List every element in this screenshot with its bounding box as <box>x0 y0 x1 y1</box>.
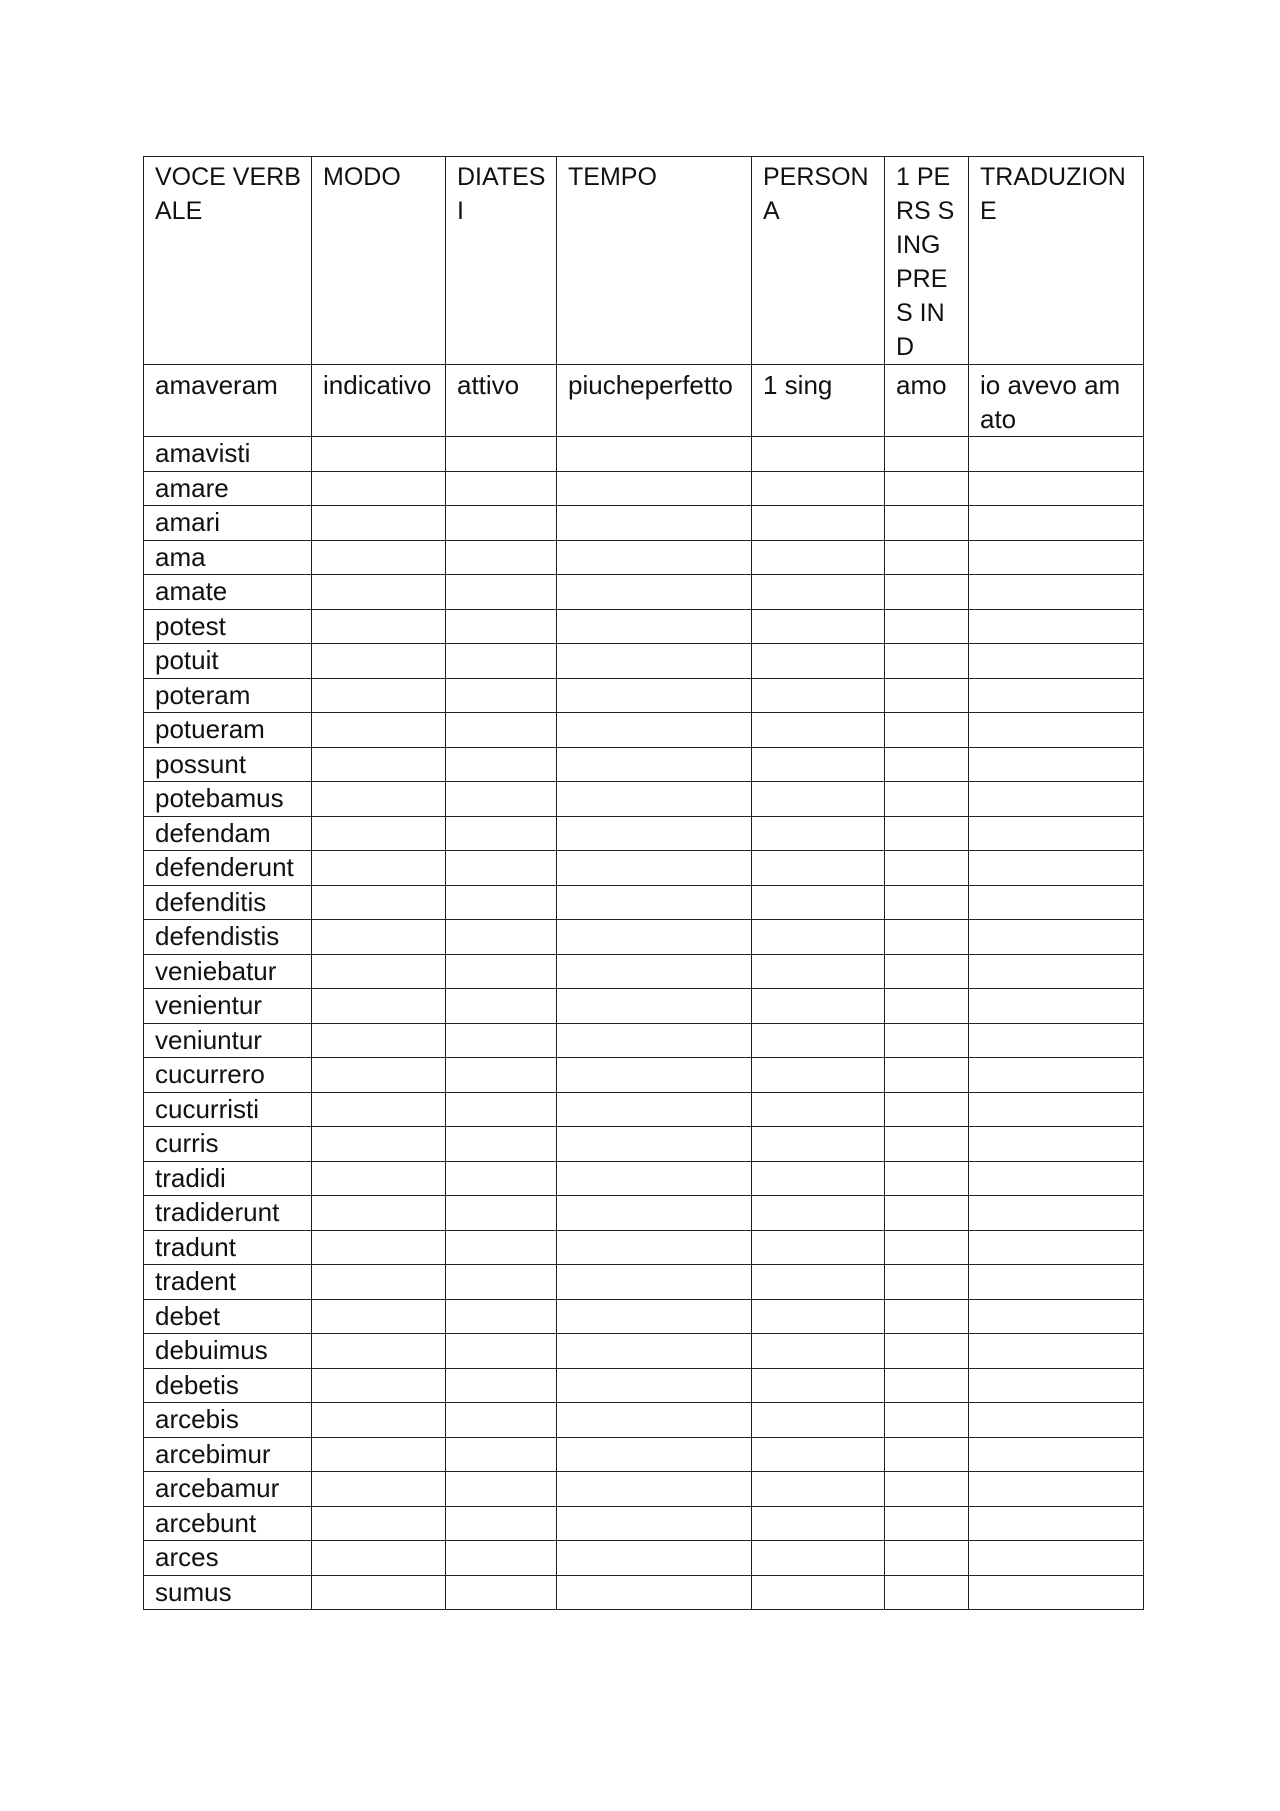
modo-cell[interactable] <box>312 471 446 506</box>
header-presente: 1 PERS SING PRES IND <box>885 157 969 365</box>
tempo-cell[interactable] <box>557 1575 752 1610</box>
diatesi-cell[interactable] <box>446 1299 557 1334</box>
table-row <box>144 782 1144 817</box>
voce-verbale-cell: debuimus <box>144 1334 312 1369</box>
table-row <box>144 1368 1144 1403</box>
persona-cell[interactable] <box>752 540 885 575</box>
table-row <box>144 1127 1144 1162</box>
modo-cell[interactable] <box>312 1368 446 1403</box>
presente-cell[interactable] <box>885 1196 969 1231</box>
modo-cell[interactable] <box>312 1506 446 1541</box>
modo-cell[interactable] <box>312 1299 446 1334</box>
modo-cell[interactable] <box>312 678 446 713</box>
table-row <box>144 1230 1144 1265</box>
presente-cell[interactable] <box>885 1161 969 1196</box>
presente-cell[interactable] <box>885 471 969 506</box>
traduzione-cell[interactable] <box>969 1299 1144 1334</box>
modo-cell[interactable] <box>312 1092 446 1127</box>
modo-cell[interactable] <box>312 1541 446 1576</box>
persona-cell[interactable] <box>752 1334 885 1369</box>
table-row <box>144 471 1144 506</box>
table-row <box>144 437 1144 472</box>
traduzione-cell[interactable] <box>969 1506 1144 1541</box>
diatesi-cell[interactable] <box>446 782 557 817</box>
modo-cell[interactable] <box>312 1472 446 1507</box>
traduzione-cell[interactable] <box>969 816 1144 851</box>
tempo-cell[interactable] <box>557 1265 752 1300</box>
persona-cell[interactable] <box>752 782 885 817</box>
persona-cell[interactable] <box>752 644 885 679</box>
modo-cell[interactable] <box>312 1196 446 1231</box>
traduzione-cell[interactable] <box>969 1230 1144 1265</box>
presente-cell[interactable] <box>885 1023 969 1058</box>
diatesi-cell[interactable] <box>446 1058 557 1093</box>
diatesi-cell[interactable] <box>446 1196 557 1231</box>
persona-cell[interactable] <box>752 713 885 748</box>
persona-cell[interactable] <box>752 885 885 920</box>
diatesi-cell[interactable] <box>446 1403 557 1438</box>
modo-cell[interactable] <box>312 816 446 851</box>
traduzione-cell[interactable] <box>969 1472 1144 1507</box>
table-row <box>144 816 1144 851</box>
persona-cell[interactable] <box>752 954 885 989</box>
diatesi-cell[interactable] <box>446 1368 557 1403</box>
persona-cell[interactable] <box>752 1506 885 1541</box>
table-row <box>144 713 1144 748</box>
traduzione-cell[interactable] <box>969 1265 1144 1300</box>
presente-cell[interactable] <box>885 1437 969 1472</box>
table-row <box>144 1575 1144 1610</box>
modo-cell[interactable] <box>312 1058 446 1093</box>
persona-cell[interactable] <box>752 747 885 782</box>
diatesi-cell[interactable] <box>446 885 557 920</box>
persona-cell[interactable] <box>752 1368 885 1403</box>
persona-cell[interactable] <box>752 678 885 713</box>
example-diatesi: attivo <box>446 365 557 437</box>
voce-verbale-cell: defendistis <box>144 920 312 955</box>
traduzione-cell[interactable] <box>969 1058 1144 1093</box>
presente-cell[interactable] <box>885 1230 969 1265</box>
diatesi-cell[interactable] <box>446 1092 557 1127</box>
persona-cell[interactable] <box>752 1161 885 1196</box>
traduzione-cell[interactable] <box>969 1575 1144 1610</box>
traduzione-cell[interactable] <box>969 506 1144 541</box>
tempo-cell[interactable] <box>557 747 752 782</box>
presente-cell[interactable] <box>885 506 969 541</box>
header-voce-verbale: VOCE VERBALE <box>144 157 312 365</box>
voce-verbale-cell: arcebimur <box>144 1437 312 1472</box>
tempo-cell[interactable] <box>557 989 752 1024</box>
modo-cell[interactable] <box>312 782 446 817</box>
persona-cell[interactable] <box>752 1127 885 1162</box>
voce-verbale-cell: sumus <box>144 1575 312 1610</box>
voce-verbale-cell: amate <box>144 575 312 610</box>
tempo-cell[interactable] <box>557 1092 752 1127</box>
example-presente: amo <box>885 365 969 437</box>
persona-cell[interactable] <box>752 437 885 472</box>
diatesi-cell[interactable] <box>446 506 557 541</box>
tempo-cell[interactable] <box>557 1334 752 1369</box>
modo-cell[interactable] <box>312 644 446 679</box>
presente-cell[interactable] <box>885 713 969 748</box>
table-row <box>144 1334 1144 1369</box>
diatesi-cell[interactable] <box>446 678 557 713</box>
voce-verbale-cell: amare <box>144 471 312 506</box>
persona-cell[interactable] <box>752 1092 885 1127</box>
diatesi-cell[interactable] <box>446 1575 557 1610</box>
persona-cell[interactable] <box>752 1575 885 1610</box>
table-row <box>144 609 1144 644</box>
tempo-cell[interactable] <box>557 644 752 679</box>
tempo-cell[interactable] <box>557 954 752 989</box>
voce-verbale-cell: debetis <box>144 1368 312 1403</box>
presente-cell[interactable] <box>885 609 969 644</box>
table-row <box>144 1058 1144 1093</box>
traduzione-cell[interactable] <box>969 954 1144 989</box>
presente-cell[interactable] <box>885 1058 969 1093</box>
presente-cell[interactable] <box>885 1368 969 1403</box>
voce-verbale-cell: tradiderunt <box>144 1196 312 1231</box>
persona-cell[interactable] <box>752 989 885 1024</box>
diatesi-cell[interactable] <box>446 644 557 679</box>
presente-cell[interactable] <box>885 1127 969 1162</box>
voce-verbale-cell: potuit <box>144 644 312 679</box>
diatesi-cell[interactable] <box>446 1023 557 1058</box>
persona-cell[interactable] <box>752 471 885 506</box>
traduzione-cell[interactable] <box>969 1161 1144 1196</box>
table-row <box>144 1092 1144 1127</box>
example-traduzione: io avevo amato <box>969 365 1144 437</box>
modo-cell[interactable] <box>312 885 446 920</box>
table-row <box>144 747 1144 782</box>
tempo-cell[interactable] <box>557 1058 752 1093</box>
modo-cell[interactable] <box>312 1127 446 1162</box>
header-diatesi: DIATESI <box>446 157 557 365</box>
verb-table <box>143 156 1144 1610</box>
voce-verbale-cell: ama <box>144 540 312 575</box>
table-row <box>144 885 1144 920</box>
tempo-cell[interactable] <box>557 920 752 955</box>
traduzione-cell[interactable] <box>969 1437 1144 1472</box>
table-row <box>144 920 1144 955</box>
table-row <box>144 644 1144 679</box>
traduzione-cell[interactable] <box>969 1092 1144 1127</box>
diatesi-cell[interactable] <box>446 540 557 575</box>
table-row <box>144 851 1144 886</box>
modo-cell[interactable] <box>312 851 446 886</box>
presente-cell[interactable] <box>885 954 969 989</box>
diatesi-cell[interactable] <box>446 471 557 506</box>
traduzione-cell[interactable] <box>969 437 1144 472</box>
diatesi-cell[interactable] <box>446 1472 557 1507</box>
table-row <box>144 1161 1144 1196</box>
tempo-cell[interactable] <box>557 816 752 851</box>
table-row <box>144 1506 1144 1541</box>
voce-verbale-cell: debet <box>144 1299 312 1334</box>
table-row <box>144 1299 1144 1334</box>
modo-cell[interactable] <box>312 1265 446 1300</box>
diatesi-cell[interactable] <box>446 920 557 955</box>
traduzione-cell[interactable] <box>969 1541 1144 1576</box>
table-row <box>144 1403 1144 1438</box>
voce-verbale-cell: amavisti <box>144 437 312 472</box>
modo-cell[interactable] <box>312 989 446 1024</box>
persona-cell[interactable] <box>752 851 885 886</box>
header-tempo: TEMPO <box>557 157 752 365</box>
presente-cell[interactable] <box>885 989 969 1024</box>
voce-verbale-cell: tradidi <box>144 1161 312 1196</box>
tempo-cell[interactable] <box>557 851 752 886</box>
presente-cell[interactable] <box>885 1265 969 1300</box>
persona-cell[interactable] <box>752 1265 885 1300</box>
persona-cell[interactable] <box>752 816 885 851</box>
traduzione-cell[interactable] <box>969 1196 1144 1231</box>
tempo-cell[interactable] <box>557 1127 752 1162</box>
traduzione-cell[interactable] <box>969 1023 1144 1058</box>
modo-cell[interactable] <box>312 713 446 748</box>
voce-verbale-cell: venientur <box>144 989 312 1024</box>
table-row <box>144 1023 1144 1058</box>
table-row <box>144 540 1144 575</box>
modo-cell[interactable] <box>312 1334 446 1369</box>
traduzione-cell[interactable] <box>969 782 1144 817</box>
table-row <box>144 1265 1144 1300</box>
tempo-cell[interactable] <box>557 782 752 817</box>
table-row <box>144 1472 1144 1507</box>
table-row <box>144 678 1144 713</box>
persona-cell[interactable] <box>752 1196 885 1231</box>
tempo-cell[interactable] <box>557 437 752 472</box>
modo-cell[interactable] <box>312 920 446 955</box>
diatesi-cell[interactable] <box>446 1230 557 1265</box>
tempo-cell[interactable] <box>557 1472 752 1507</box>
voce-verbale-cell: curris <box>144 1127 312 1162</box>
persona-cell[interactable] <box>752 1299 885 1334</box>
voce-verbale-cell: cucurristi <box>144 1092 312 1127</box>
tempo-cell[interactable] <box>557 1437 752 1472</box>
persona-cell[interactable] <box>752 609 885 644</box>
diatesi-cell[interactable] <box>446 1334 557 1369</box>
presente-cell[interactable] <box>885 437 969 472</box>
presente-cell[interactable] <box>885 644 969 679</box>
table-row <box>144 575 1144 610</box>
traduzione-cell[interactable] <box>969 747 1144 782</box>
diatesi-cell[interactable] <box>446 437 557 472</box>
tempo-cell[interactable] <box>557 575 752 610</box>
diatesi-cell[interactable] <box>446 816 557 851</box>
traduzione-cell[interactable] <box>969 920 1144 955</box>
voce-verbale-cell: potueram <box>144 713 312 748</box>
tempo-cell[interactable] <box>557 1230 752 1265</box>
traduzione-cell[interactable] <box>969 471 1144 506</box>
table-row <box>144 989 1144 1024</box>
tempo-cell[interactable] <box>557 1403 752 1438</box>
header-row <box>144 157 1144 365</box>
persona-cell[interactable] <box>752 920 885 955</box>
diatesi-cell[interactable] <box>446 989 557 1024</box>
table-row <box>144 1541 1144 1576</box>
persona-cell[interactable] <box>752 1403 885 1438</box>
voce-verbale-cell: arcebunt <box>144 1506 312 1541</box>
modo-cell[interactable] <box>312 747 446 782</box>
traduzione-cell[interactable] <box>969 1368 1144 1403</box>
tempo-cell[interactable] <box>557 678 752 713</box>
example-row <box>144 365 1144 437</box>
example-modo: indicativo <box>312 365 446 437</box>
example-tempo: piucheperfetto <box>557 365 752 437</box>
voce-verbale-cell: tradunt <box>144 1230 312 1265</box>
presente-cell[interactable] <box>885 1541 969 1576</box>
voce-verbale-cell: arcebis <box>144 1403 312 1438</box>
tempo-cell[interactable] <box>557 1299 752 1334</box>
presente-cell[interactable] <box>885 1299 969 1334</box>
tempo-cell[interactable] <box>557 1368 752 1403</box>
modo-cell[interactable] <box>312 1023 446 1058</box>
presente-cell[interactable] <box>885 816 969 851</box>
presente-cell[interactable] <box>885 920 969 955</box>
header-traduzione: TRADUZIONE <box>969 157 1144 365</box>
persona-cell[interactable] <box>752 1023 885 1058</box>
tempo-cell[interactable] <box>557 609 752 644</box>
modo-cell[interactable] <box>312 575 446 610</box>
traduzione-cell[interactable] <box>969 1334 1144 1369</box>
traduzione-cell[interactable] <box>969 540 1144 575</box>
example-persona: 1 sing <box>752 365 885 437</box>
presente-cell[interactable] <box>885 1403 969 1438</box>
traduzione-cell[interactable] <box>969 1127 1144 1162</box>
diatesi-cell[interactable] <box>446 1506 557 1541</box>
presente-cell[interactable] <box>885 575 969 610</box>
tempo-cell[interactable] <box>557 1541 752 1576</box>
diatesi-cell[interactable] <box>446 1437 557 1472</box>
voce-verbale-cell: potest <box>144 609 312 644</box>
traduzione-cell[interactable] <box>969 644 1144 679</box>
voce-verbale-cell: defenditis <box>144 885 312 920</box>
voce-verbale-cell: poteram <box>144 678 312 713</box>
voce-verbale-cell: arcebamur <box>144 1472 312 1507</box>
modo-cell[interactable] <box>312 1230 446 1265</box>
presente-cell[interactable] <box>885 1575 969 1610</box>
modo-cell[interactable] <box>312 1161 446 1196</box>
presente-cell[interactable] <box>885 1472 969 1507</box>
modo-cell[interactable] <box>312 437 446 472</box>
modo-cell[interactable] <box>312 540 446 575</box>
presente-cell[interactable] <box>885 851 969 886</box>
table-row <box>144 506 1144 541</box>
tempo-cell[interactable] <box>557 1023 752 1058</box>
tempo-cell[interactable] <box>557 1161 752 1196</box>
persona-cell[interactable] <box>752 575 885 610</box>
persona-cell[interactable] <box>752 1230 885 1265</box>
traduzione-cell[interactable] <box>969 851 1144 886</box>
table-row <box>144 954 1144 989</box>
traduzione-cell[interactable] <box>969 713 1144 748</box>
diatesi-cell[interactable] <box>446 1161 557 1196</box>
presente-cell[interactable] <box>885 782 969 817</box>
tempo-cell[interactable] <box>557 885 752 920</box>
presente-cell[interactable] <box>885 1334 969 1369</box>
voce-verbale-cell: possunt <box>144 747 312 782</box>
modo-cell[interactable] <box>312 1437 446 1472</box>
traduzione-cell[interactable] <box>969 1403 1144 1438</box>
voce-verbale-cell: cucurrero <box>144 1058 312 1093</box>
persona-cell[interactable] <box>752 1437 885 1472</box>
modo-cell[interactable] <box>312 954 446 989</box>
tempo-cell[interactable] <box>557 540 752 575</box>
persona-cell[interactable] <box>752 506 885 541</box>
traduzione-cell[interactable] <box>969 575 1144 610</box>
example-voce: amaveram <box>144 365 312 437</box>
diatesi-cell[interactable] <box>446 1265 557 1300</box>
diatesi-cell[interactable] <box>446 1127 557 1162</box>
presente-cell[interactable] <box>885 678 969 713</box>
voce-verbale-cell: amari <box>144 506 312 541</box>
modo-cell[interactable] <box>312 1575 446 1610</box>
traduzione-cell[interactable] <box>969 678 1144 713</box>
presente-cell[interactable] <box>885 1506 969 1541</box>
persona-cell[interactable] <box>752 1541 885 1576</box>
presente-cell[interactable] <box>885 540 969 575</box>
presente-cell[interactable] <box>885 885 969 920</box>
persona-cell[interactable] <box>752 1472 885 1507</box>
diatesi-cell[interactable] <box>446 1541 557 1576</box>
header-persona: PERSONA <box>752 157 885 365</box>
voce-verbale-cell: arces <box>144 1541 312 1576</box>
diatesi-cell[interactable] <box>446 747 557 782</box>
voce-verbale-cell: potebamus <box>144 782 312 817</box>
persona-cell[interactable] <box>752 1058 885 1093</box>
voce-verbale-cell: defendam <box>144 816 312 851</box>
modo-cell[interactable] <box>312 609 446 644</box>
traduzione-cell[interactable] <box>969 885 1144 920</box>
table-row <box>144 1437 1144 1472</box>
diatesi-cell[interactable] <box>446 713 557 748</box>
header-modo: MODO <box>312 157 446 365</box>
traduzione-cell[interactable] <box>969 609 1144 644</box>
tempo-cell[interactable] <box>557 471 752 506</box>
presente-cell[interactable] <box>885 747 969 782</box>
voce-verbale-cell: defenderunt <box>144 851 312 886</box>
table-row <box>144 1196 1144 1231</box>
traduzione-cell[interactable] <box>969 989 1144 1024</box>
tempo-cell[interactable] <box>557 506 752 541</box>
voce-verbale-cell: veniebatur <box>144 954 312 989</box>
modo-cell[interactable] <box>312 1403 446 1438</box>
tempo-cell[interactable] <box>557 1506 752 1541</box>
tempo-cell[interactable] <box>557 713 752 748</box>
tempo-cell[interactable] <box>557 1196 752 1231</box>
modo-cell[interactable] <box>312 506 446 541</box>
presente-cell[interactable] <box>885 1092 969 1127</box>
diatesi-cell[interactable] <box>446 851 557 886</box>
diatesi-cell[interactable] <box>446 609 557 644</box>
diatesi-cell[interactable] <box>446 575 557 610</box>
diatesi-cell[interactable] <box>446 954 557 989</box>
voce-verbale-cell: tradent <box>144 1265 312 1300</box>
voce-verbale-cell: veniuntur <box>144 1023 312 1058</box>
